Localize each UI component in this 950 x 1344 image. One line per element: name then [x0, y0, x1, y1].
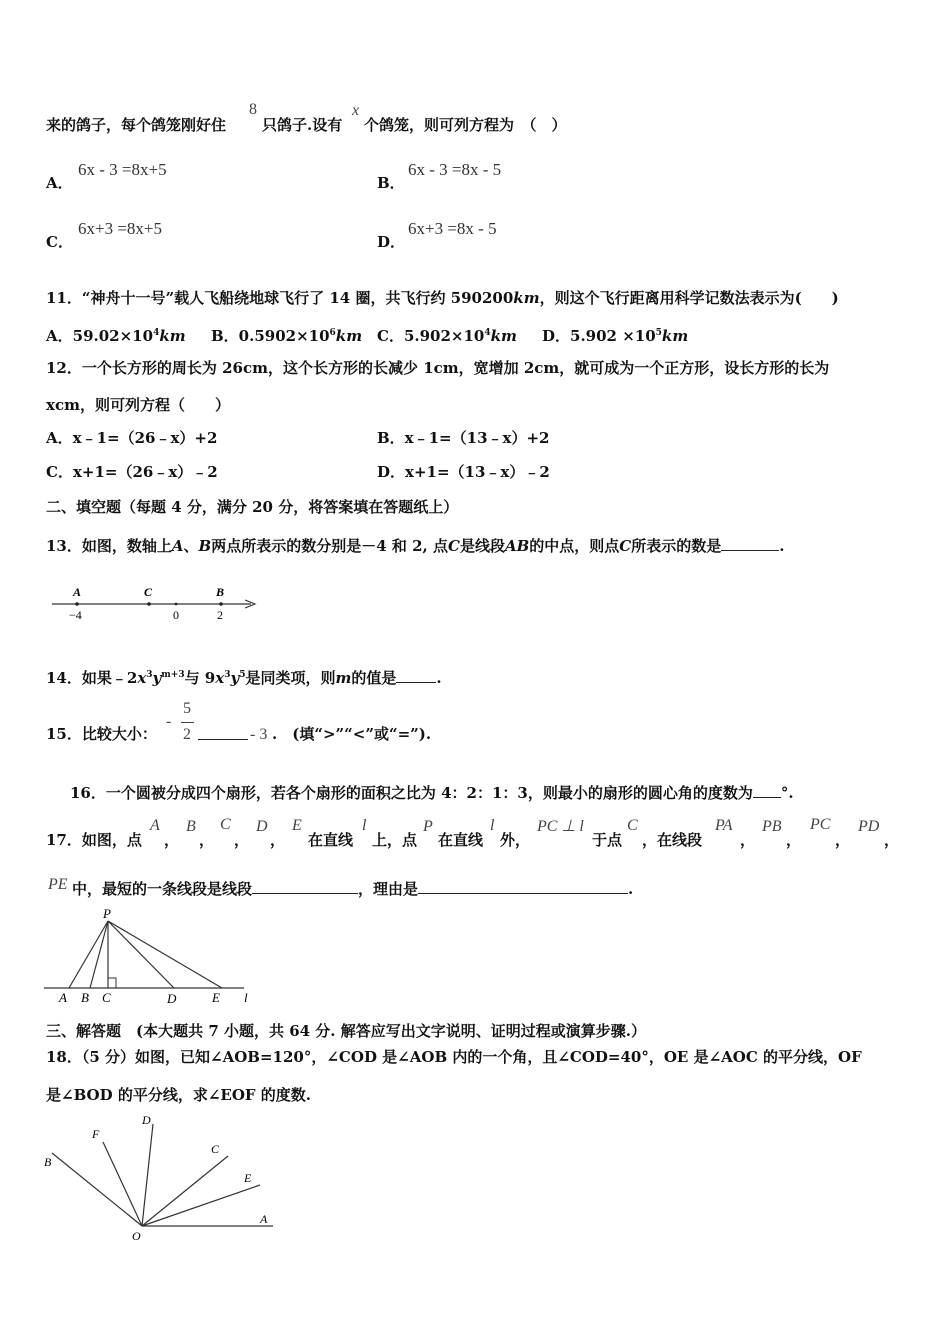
q10-stem-b: 只鸽子.设有 — [262, 116, 343, 134]
point-b-dot — [219, 602, 223, 606]
q17-comma-5: ， — [740, 831, 756, 849]
q17-on-line: 在直线 — [308, 831, 354, 849]
q11-option-d: D．$5.902 \times 10^5km$ — [542, 327, 689, 345]
point-c-dot — [147, 602, 151, 606]
q17-outside: 外， — [500, 831, 531, 849]
q17-seg-pa: PA — [715, 817, 733, 834]
ray-ob — [52, 1153, 142, 1226]
q17-among: ，在线段 — [642, 831, 703, 849]
q17-answer-blank-2[interactable] — [418, 878, 628, 894]
q16-stem: 16．一个圆被分成四个扇形，若各个扇形的面积之比为 4：2：1：3，则最小的扇形的圆心角的度数为 °. — [70, 784, 794, 802]
q15-hint: . (填“>”“<”或“=”). — [272, 725, 432, 743]
segment-pb — [90, 921, 108, 988]
q17-seg-pd: PD — [858, 818, 880, 835]
q10-option-c-label: C． — [46, 233, 73, 251]
fig18-label-a: A — [260, 1212, 268, 1226]
q16-answer-blank[interactable] — [753, 782, 781, 798]
q15-stem: 15．比较大小： — [46, 725, 157, 743]
q13-number-line-figure — [46, 582, 266, 626]
axis-label-c: C — [144, 585, 153, 599]
fig17-label-c: C — [102, 990, 111, 1005]
q17-seg-pb: PB — [762, 818, 782, 835]
fig18-label-o: O — [132, 1229, 141, 1243]
q17-line-l: l — [362, 817, 367, 834]
q17-point-b: B — [186, 818, 196, 835]
q17-comma-3: ， — [234, 831, 250, 849]
fig17-label-l: l — [244, 990, 248, 1005]
point-a-dot — [75, 602, 79, 606]
q18-stem-line2: 是∠BOD 的平分线，求∠EOF 的度数. — [46, 1086, 311, 1104]
fig17-label-e: E — [212, 990, 220, 1005]
fig18-label-f: F — [92, 1127, 100, 1141]
fig17-label-a: A — [59, 990, 67, 1005]
q17-line-l-2: l — [490, 817, 495, 834]
q12-stem-line2: xcm，则可列方程（ ） — [46, 396, 230, 414]
q10-option-d-eq: 6x+3 =8x - 5 — [408, 219, 497, 238]
q17-point-p: P — [423, 818, 433, 835]
q17-point-c: C — [220, 816, 231, 833]
segment-pa — [69, 921, 108, 988]
q17-comma-2: ， — [199, 831, 215, 849]
section-3-heading: 三、解答题 (本大题共 7 小题，共 64 分. 解答应写出文字说明、证明过程或演算步骤.） — [46, 1022, 646, 1040]
q12-option-b: B．x﹣1=（13﹣x）+2 — [377, 429, 550, 447]
q10-stem-c: 个鸽笼，则可列方程为 （ ） — [364, 116, 567, 134]
q15-answer-blank[interactable] — [198, 724, 248, 740]
fig17-label-d: D — [167, 991, 177, 1006]
q15-minus: - — [166, 713, 172, 730]
axis-label-b: B — [216, 585, 225, 599]
tick-label-0: 0 — [173, 608, 179, 622]
q14-stem: 14．如果$﹣2x^3y^{m+3}$与 $9x^3y^5$是同类项，则m的值是 . — [46, 669, 442, 687]
q17-on-line-2: 在直线 — [438, 831, 484, 849]
q17-point-e: E — [292, 817, 302, 834]
fig18-label-b: B — [44, 1155, 52, 1169]
q10-stem: 来的鸽子，每个鸽笼刚好住 — [46, 116, 227, 134]
axis-label-a: A — [73, 585, 82, 599]
q15-fraction-denominator: 2 — [183, 726, 191, 743]
q17-comma-4: ， — [270, 831, 286, 849]
q10-var: x — [352, 102, 360, 119]
q13-answer-blank[interactable] — [721, 535, 779, 551]
q17-stem-line2: 中，最短的一条线段是线段 ，理由是 . — [72, 880, 634, 898]
ray-of — [103, 1142, 142, 1226]
fig17-label-b: B — [81, 990, 89, 1005]
segment-pe — [108, 921, 222, 988]
tick-label-2: 2 — [217, 608, 223, 622]
origin-dot — [175, 603, 178, 606]
q12-option-c: C．x+1=（26﹣x）﹣2 — [46, 463, 218, 481]
q12-option-d: D．x+1=（13﹣x）﹣2 — [377, 463, 550, 481]
q13-stem: 13．如图，数轴上A、B两点所表示的数分别是－4 和 2, 点C是线段AB的中点，则点C所表示的数是 . — [46, 537, 785, 555]
ray-oc — [142, 1156, 228, 1226]
q10-option-b-label: B． — [377, 174, 405, 192]
q17-comma-7: ， — [835, 831, 851, 849]
q10-option-b-eq: 6x - 3 =8x - 5 — [408, 160, 502, 179]
q17-seg-pc: PC — [810, 816, 831, 833]
ray-od — [142, 1124, 153, 1226]
q15-fraction-bar — [181, 722, 194, 723]
q17-at-point: 于点 — [592, 831, 623, 849]
q11-option-a: A．$59.02\times 10^4km$ — [46, 327, 186, 345]
q17-point-d: D — [256, 818, 268, 835]
ray-oe — [142, 1185, 260, 1226]
q17-foot-c: C — [627, 817, 638, 834]
q10-option-a-eq: 6x - 3 =8x+5 — [78, 160, 167, 179]
q17-perpendicular: PC ⊥ l — [537, 818, 584, 835]
q17-answer-blank-1[interactable] — [252, 878, 358, 894]
tick-label-neg4: −4 — [69, 608, 82, 622]
q11-option-b: B．$0.5902\times 10^6km$ — [211, 327, 363, 345]
q17-seg-pe: PE — [48, 876, 68, 893]
q17-point-a: A — [150, 817, 160, 834]
q10-option-c-eq: 6x+3 =8x+5 — [78, 219, 163, 238]
q17-above: 上，点 — [372, 831, 418, 849]
q10-option-a-label: A． — [46, 174, 73, 192]
q15-fraction-numerator: 5 — [183, 700, 191, 717]
q11-stem: 11．“神舟十一号”载人飞船绕地球飞行了 14 圈，共飞行约 590200km，则这个飞行距离用科学记数法表示为( ) — [46, 289, 839, 307]
q15-rhs: - 3 — [250, 726, 268, 743]
q18-stem-line1: 18．（5 分）如图，已知∠AOB=120°，∠COD 是∠AOB 内的一个角，且∠COD=40°，OE 是∠AOC 的平分线，OF — [46, 1048, 862, 1066]
q10-num: 8 — [249, 101, 257, 118]
fig18-label-c: C — [211, 1142, 220, 1156]
q17-comma-1: ， — [164, 831, 180, 849]
q17-figure — [44, 904, 264, 1008]
fig17-label-p: P — [103, 906, 111, 921]
q17-comma-8: ， — [884, 831, 900, 849]
q18-angle-figure — [40, 1108, 280, 1248]
q10-option-d-label: D． — [377, 233, 406, 251]
q17-stem-pre: 17．如图，点 — [46, 831, 142, 849]
section-2-heading: 二、填空题（每题 4 分，满分 20 分，将答案填在答题纸上） — [46, 498, 459, 516]
q12-stem-line1: 12．一个长方形的周长为 26cm，这个长方形的长减少 1cm，宽增加 2cm，就可成为一个正方形，设长方形的长为 — [46, 359, 830, 377]
fig18-label-d: D — [142, 1113, 151, 1127]
q14-answer-blank[interactable] — [396, 667, 436, 683]
right-angle-mark — [108, 978, 116, 988]
q17-comma-6: ， — [786, 831, 802, 849]
q11-option-c: C．$5.902\times 10^4km$ — [377, 327, 517, 345]
fig18-label-e: E — [244, 1171, 252, 1185]
q12-option-a: A．x﹣1=（26﹣x）+2 — [46, 429, 218, 447]
